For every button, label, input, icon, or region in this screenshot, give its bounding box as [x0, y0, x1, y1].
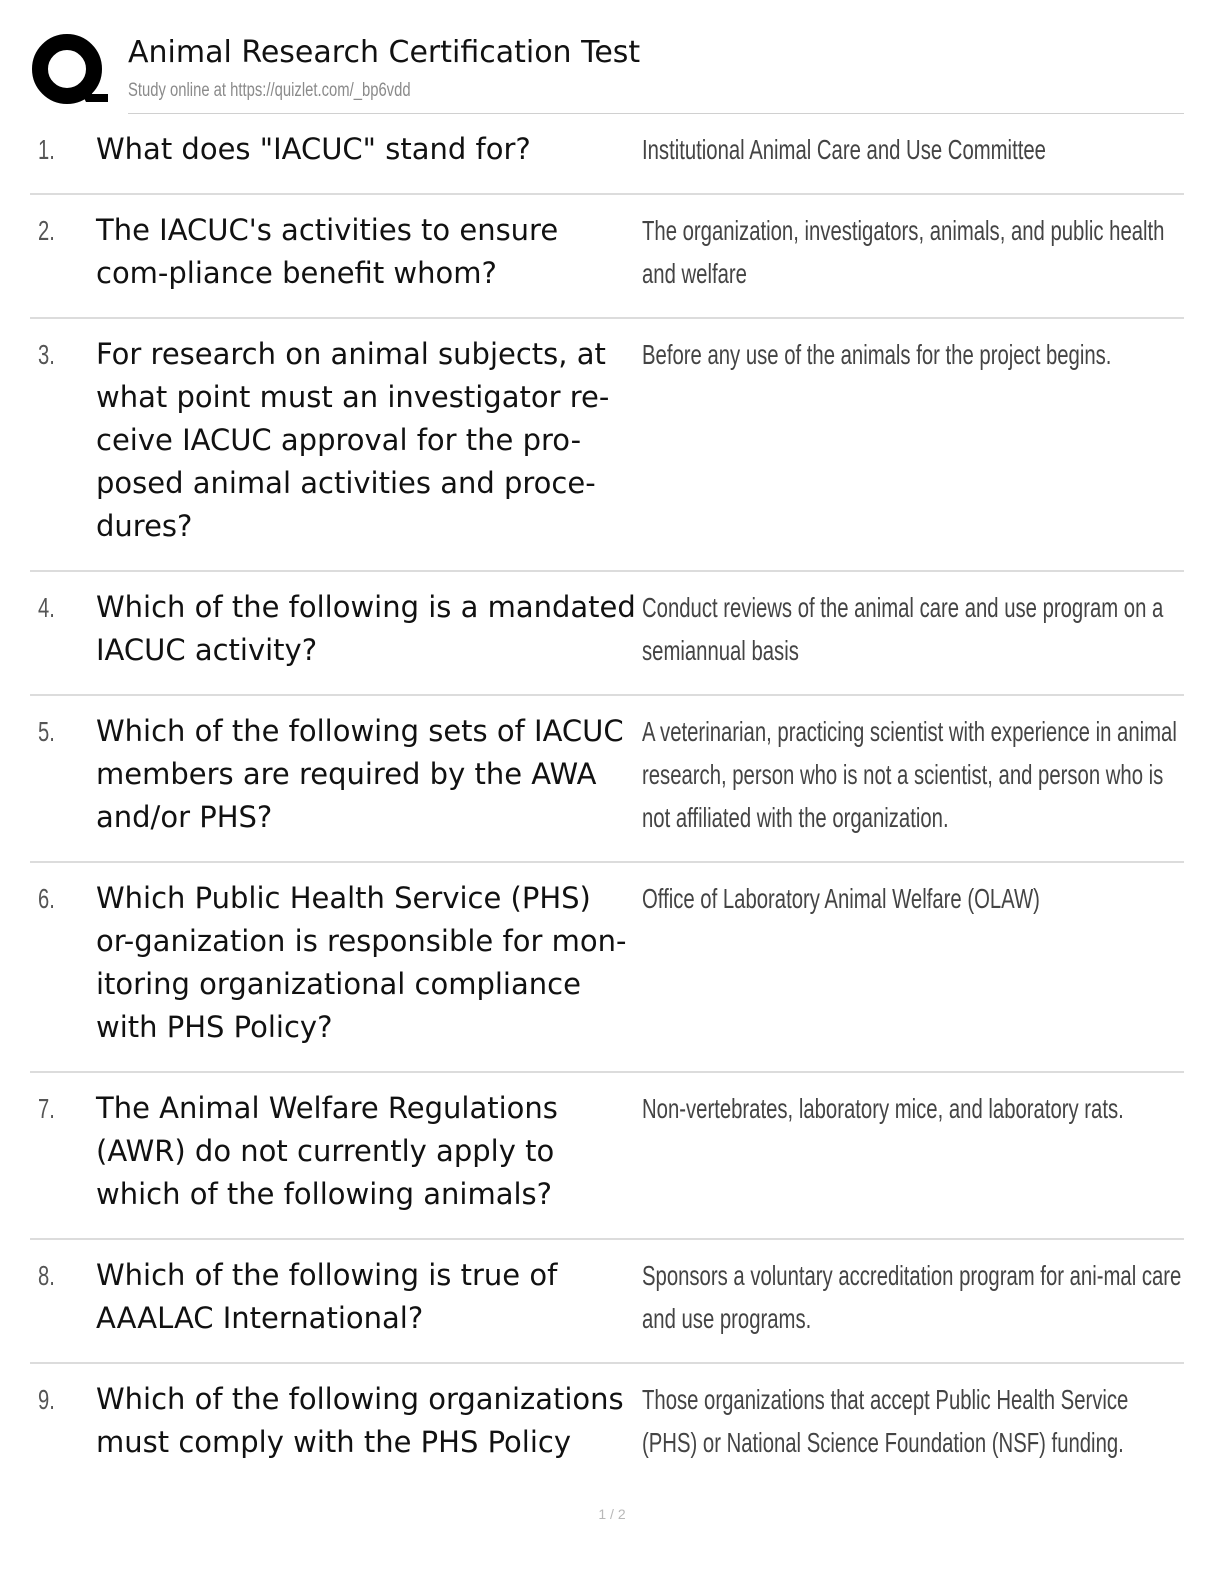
card-number: 2.: [38, 215, 55, 246]
page-title: Animal Research Certification Test: [128, 35, 641, 70]
card-term: The Animal Welfare Regulations (AWR) do not currently apply to which of the following animals?: [96, 1091, 558, 1211]
card-term: Which of the following sets of IACUC members are required by the AWA and/or PHS?: [96, 714, 624, 834]
card-definition: Non-vertebrates, laboratory mice, and laboratory rats.: [642, 1093, 1124, 1124]
card-definition: The organization, investigators, animals, and public health and welfare: [642, 215, 1165, 289]
flashcard: [30, 319, 1184, 572]
page-header: [30, 28, 1184, 114]
card-term: Which of the following is true of AAALAC International?: [96, 1258, 558, 1335]
card-number: 3.: [38, 339, 55, 370]
card-term: Which of the following organizations must comply with the PHS Policy: [96, 1382, 624, 1459]
card-number: 5.: [38, 716, 55, 747]
flashcard-list: [30, 114, 1184, 1486]
page-number: 1 / 2: [598, 1506, 626, 1522]
study-online-link[interactable]: Study online at https://quizlet.com/_bp6vdd: [128, 80, 411, 101]
card-number: 8.: [38, 1260, 55, 1291]
flashcard: [30, 1240, 1184, 1364]
flashcard: [30, 1073, 1184, 1240]
card-definition: Those organizations that accept Public Health Service (PHS) or National Science Foundation (NSF) funding.: [642, 1384, 1129, 1458]
flashcard: [30, 696, 1184, 863]
card-term: For research on animal subjects, at what point must an investigator re-ceive IACUC approval for the pro-posed animal activities and proce-dures?: [96, 337, 610, 543]
card-term: The IACUC's activities to ensure com-pliance benefit whom?: [96, 213, 559, 290]
card-term: Which Public Health Service (PHS) or-ganization is responsible for mon-itoring organizational compliance with PHS Policy?: [96, 881, 627, 1044]
flashcard: [30, 1364, 1184, 1486]
card-term: Which of the following is a mandated IACUC activity?: [96, 590, 636, 667]
card-definition: Before any use of the animals for the project begins.: [642, 339, 1112, 370]
flashcard: [30, 863, 1184, 1073]
card-definition: Office of Laboratory Animal Welfare (OLAW): [642, 883, 1040, 914]
card-number: 7.: [38, 1093, 55, 1124]
card-term: What does "IACUC" stand for?: [96, 132, 531, 166]
quizlet-logo-icon: [30, 32, 110, 112]
card-number: 4.: [38, 592, 55, 623]
card-definition: Conduct reviews of the animal care and use program on a semiannual basis: [642, 592, 1164, 666]
flashcard: [30, 195, 1184, 319]
card-number: 1.: [38, 134, 55, 165]
card-definition: Sponsors a voluntary accreditation program for ani-mal care and use programs.: [642, 1260, 1182, 1334]
card-number: 9.: [38, 1384, 55, 1415]
card-definition: A veterinarian, practicing scientist with experience in animal research, person who is not a scientist, and person who is not affiliated with the organization.: [642, 716, 1177, 833]
flashcard: [30, 572, 1184, 696]
card-number: 6.: [38, 883, 55, 914]
card-definition: Institutional Animal Care and Use Committee: [642, 134, 1046, 165]
flashcard: [30, 114, 1184, 195]
